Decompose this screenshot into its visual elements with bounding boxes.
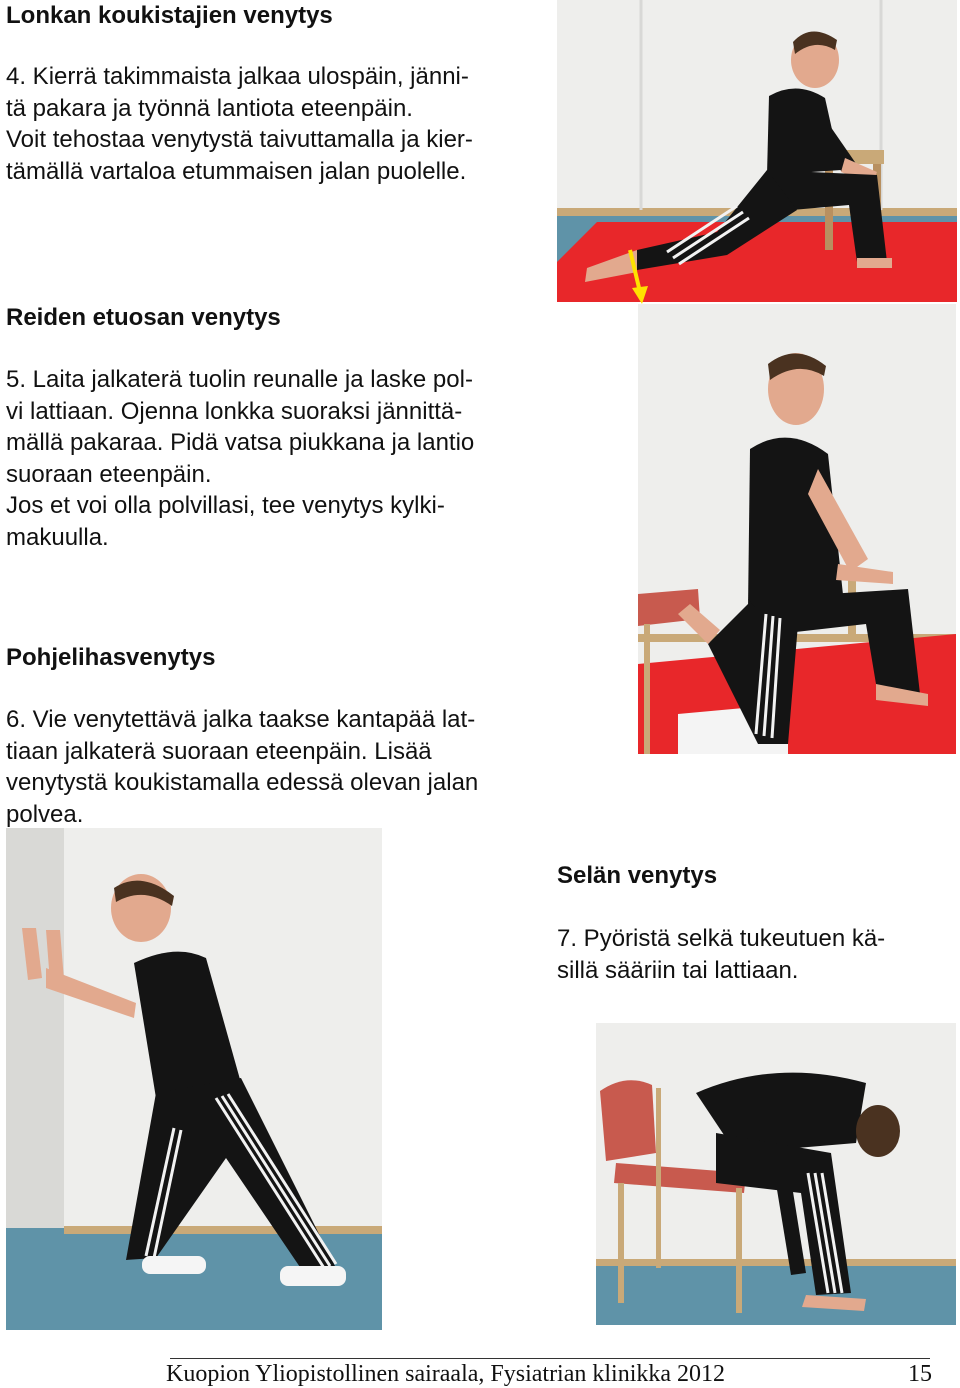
- section-title-calf: Pohjelihasvenytys: [6, 644, 216, 671]
- section-title-hip-flexor: Lonkan koukistajien venytys: [6, 2, 333, 29]
- footer-rule: [170, 1358, 930, 1359]
- section-title-back: Selän venytys: [557, 862, 718, 889]
- photo-hip-flexor-stretch: [557, 0, 957, 302]
- section-text-hip-flexor: 4. Kierrä takimmaista jalkaa ulospäin, jänni- tä pakara ja työnnä lantiota eteenpäin. Voit tehostaa venytystä taivuttamalla ja kier- tämällä vartaloa etummaisen jalan puolelle.: [6, 63, 473, 185]
- section-text-front-thigh: 5. Laita jalkaterä tuolin reunalle ja laske pol- vi lattiaan. Ojenna lonkka suoraksi jännittä- mällä pakaraa. Pidä vatsa piukkana ja lantio suoraan eteenpäin. Jos et voi olla polvillasi, tee venytys kylki- makuulla.: [6, 366, 475, 551]
- section-text-calf: 6. Vie venytettävä jalka taakse kantapää lat- tiaan jalkaterä suoraan eteenpäin. Lisää venytystä koukistamalla edessä olevan jalan polvea.: [6, 706, 479, 828]
- arrow-down-icon: [626, 248, 650, 306]
- photo-front-thigh-stretch: [638, 304, 956, 754]
- footer-institution: Kuopion Yliopistollinen sairaala, Fysiatrian klinikka 2012: [166, 1361, 726, 1387]
- page-number: 15: [908, 1361, 932, 1387]
- photo-calf-stretch: [6, 828, 382, 1330]
- photo-back-stretch: [596, 1023, 956, 1325]
- section-title-front-thigh: Reiden etuosan venytys: [6, 304, 281, 331]
- section-text-back: 7. Pyöristä selkä tukeutuen kä- sillä sääriin tai lattiaan.: [557, 925, 886, 984]
